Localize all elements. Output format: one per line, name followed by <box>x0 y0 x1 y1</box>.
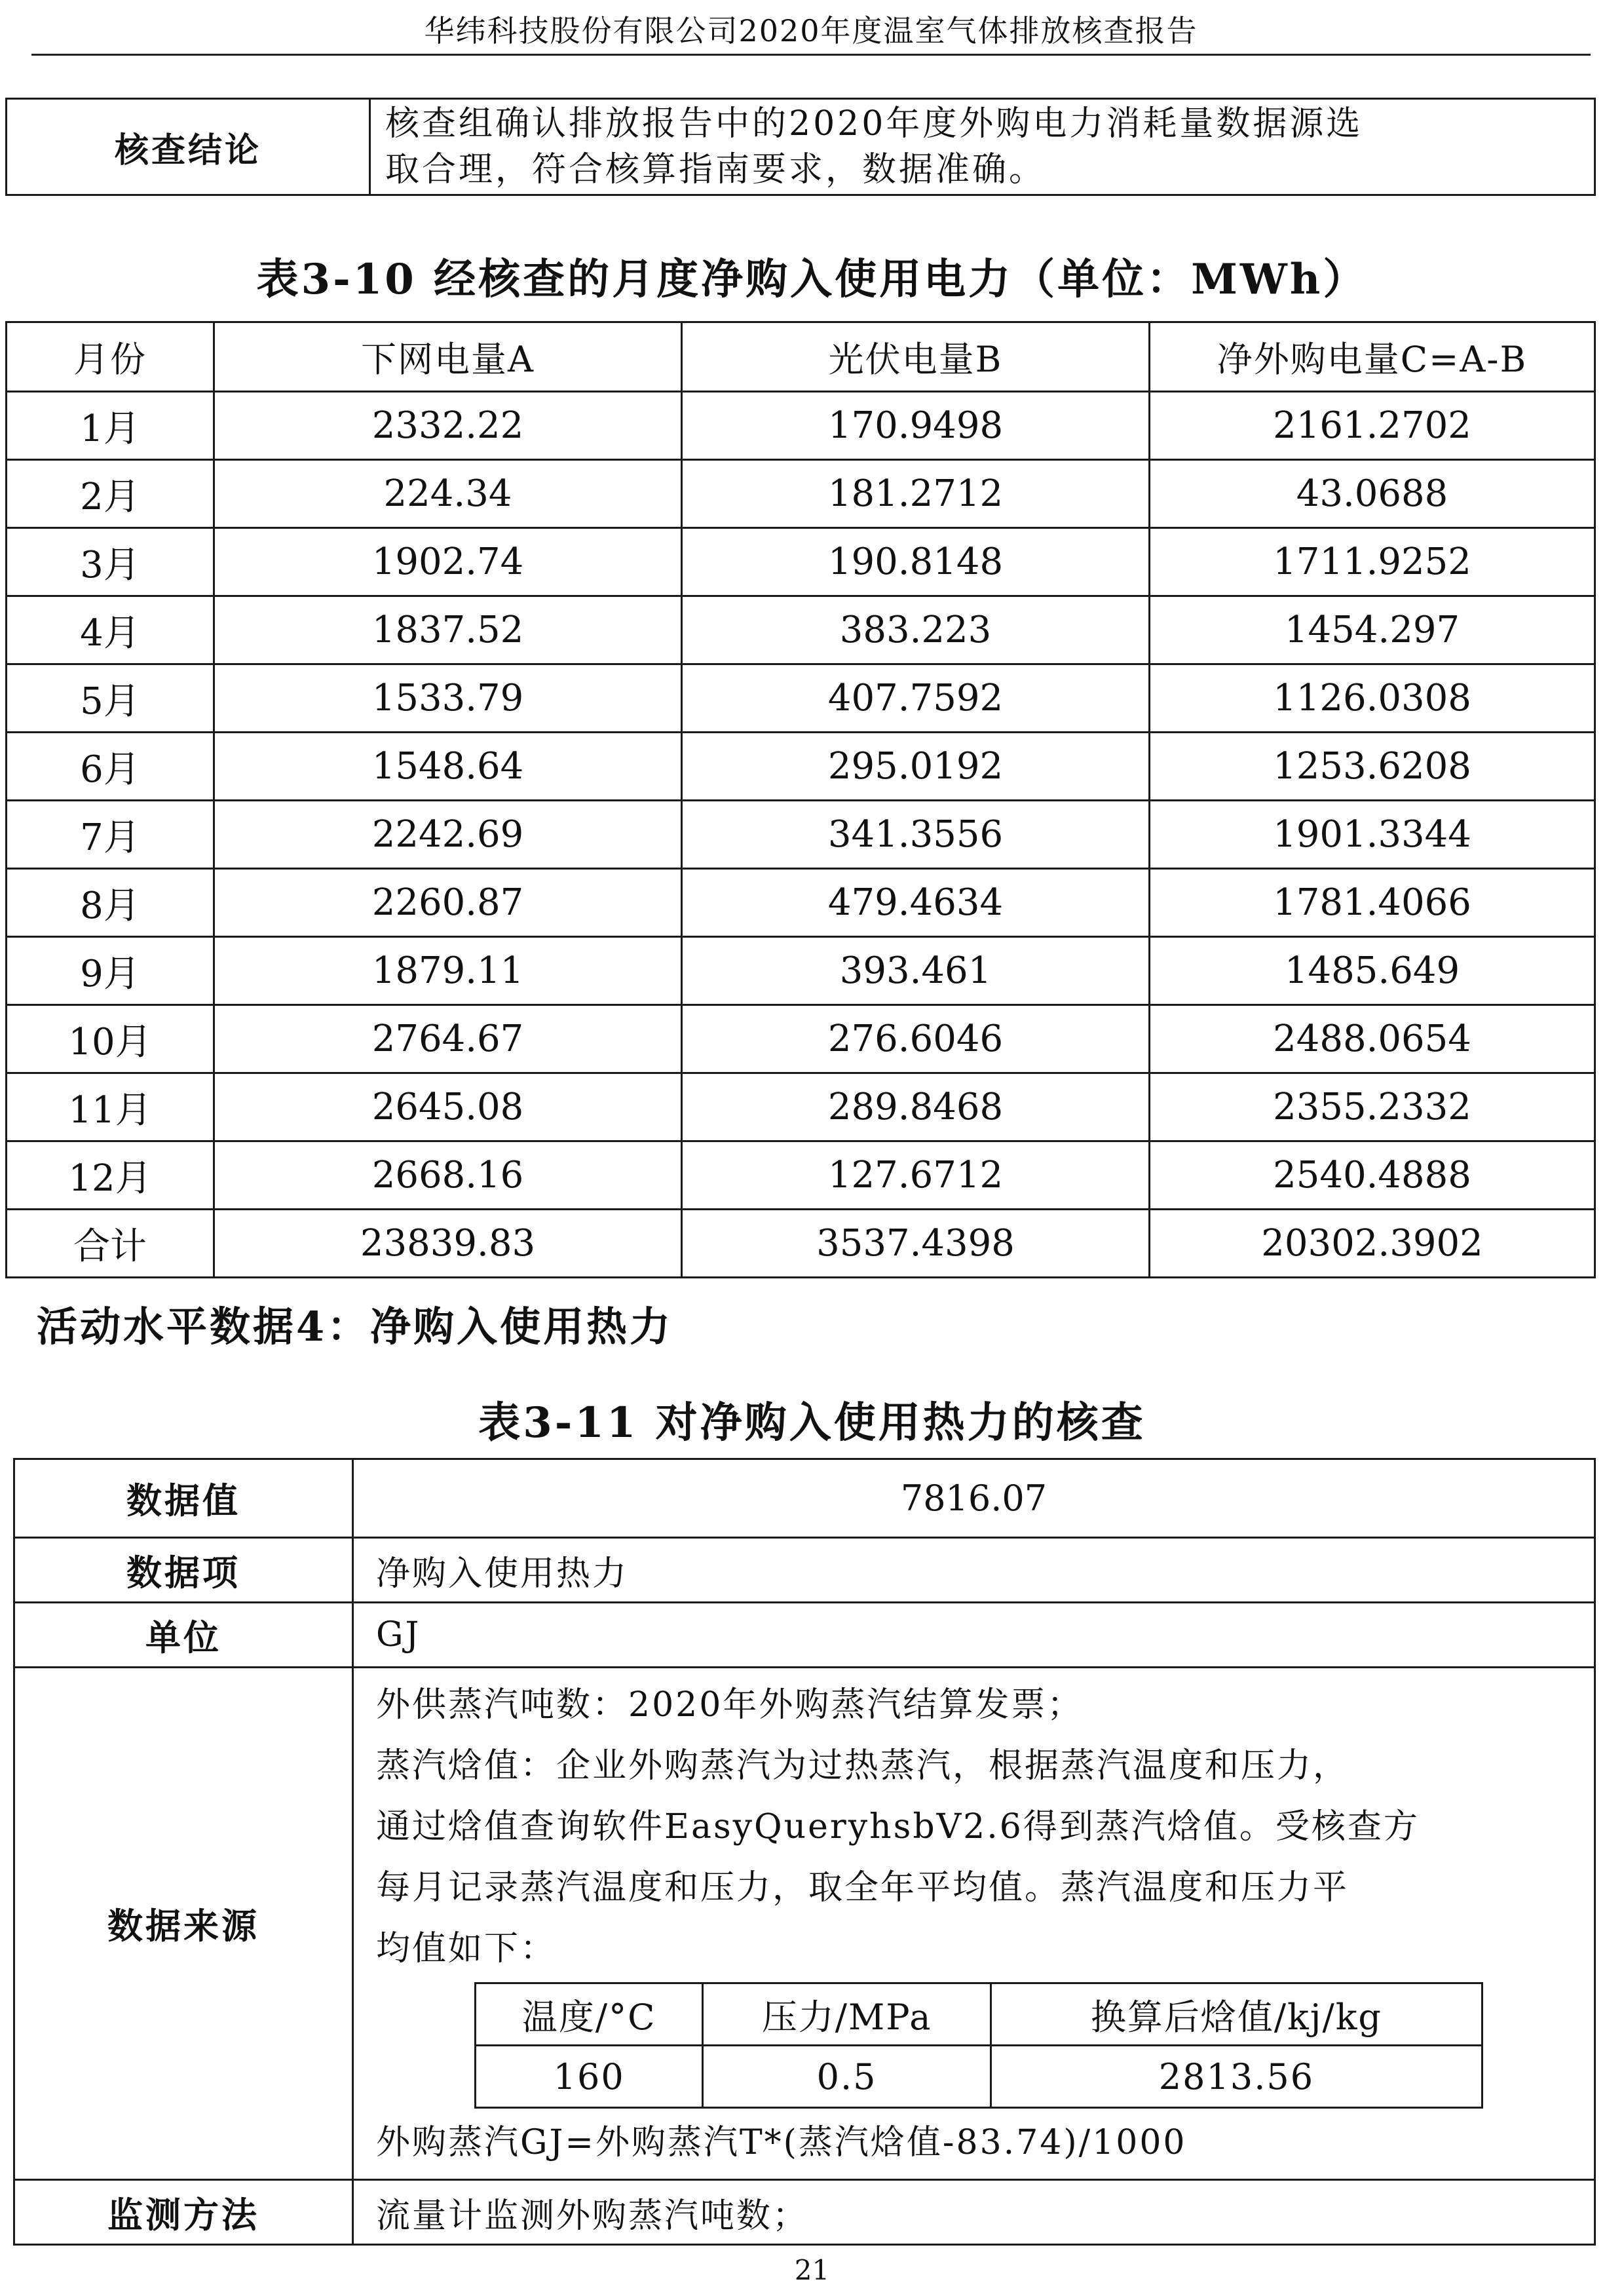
table-cell: 10月 <box>7 1005 214 1073</box>
conclusion-label: 核查结论 <box>7 99 370 195</box>
steam-header-enthalpy: 换算后焓值/kj/kg <box>991 1983 1482 2046</box>
table-cell: 383.223 <box>682 596 1150 664</box>
table-cell: 1454.297 <box>1150 596 1595 664</box>
table-cell: 2月 <box>7 460 214 528</box>
column-header: 下网电量A <box>214 322 682 392</box>
table-cell: 2242.69 <box>214 801 682 869</box>
data-value: 7816.07 <box>353 1459 1595 1538</box>
table-row <box>7 664 1595 733</box>
table-cell: 407.7592 <box>682 664 1150 733</box>
table-cell: 1月 <box>7 392 214 460</box>
page-header: 华纬科技股份有限公司2020年度温室气体排放核查报告 <box>31 8 1591 56</box>
table-cell: 2764.67 <box>214 1005 682 1073</box>
table-row <box>7 733 1595 801</box>
conclusion-line: 取合理，符合核算指南要求，数据准确。 <box>385 150 1046 189</box>
table-row <box>7 528 1595 596</box>
table-cell: 1253.6208 <box>1150 733 1595 801</box>
table-cell: 1126.0308 <box>1150 664 1595 733</box>
table-cell: 11月 <box>7 1073 214 1141</box>
table-row <box>7 1005 1595 1073</box>
table-cell: 341.3556 <box>682 801 1150 869</box>
table-cell: 2332.22 <box>214 392 682 460</box>
data-item: 净购入使用热力 <box>353 1538 1595 1603</box>
table-cell: 3月 <box>7 528 214 596</box>
table-cell: 2645.08 <box>214 1073 682 1141</box>
table-cell: 1533.79 <box>214 664 682 733</box>
table-row <box>7 1210 1595 1278</box>
table-cell: 23839.83 <box>214 1210 682 1278</box>
table-row <box>7 596 1595 664</box>
table-cell: 224.34 <box>214 460 682 528</box>
source-line: 通过焓值查询软件EasyQueryhsbV2.6得到蒸汽焓值。受核查方 <box>376 1807 1420 1846</box>
source-line: 蒸汽焓值：企业外购蒸汽为过热蒸汽，根据蒸汽温度和压力， <box>376 1746 1350 1786</box>
page-number: 21 <box>794 2254 830 2286</box>
steam-header-pressure: 压力/MPa <box>703 1983 991 2046</box>
table-cell: 1548.64 <box>214 733 682 801</box>
column-header: 净外购电量C=A-B <box>1150 322 1595 392</box>
table-cell: 170.9498 <box>682 392 1150 460</box>
table-cell: 1879.11 <box>214 937 682 1005</box>
table-cell: 2355.2332 <box>1150 1073 1595 1141</box>
data-source-cell <box>353 1668 1595 2180</box>
table-cell: 393.461 <box>682 937 1150 1005</box>
table-row <box>7 937 1595 1005</box>
table-cell: 479.4634 <box>682 869 1150 937</box>
steam-pressure: 0.5 <box>703 2046 991 2108</box>
column-header: 光伏电量B <box>682 322 1150 392</box>
source-line: 均值如下： <box>376 1929 557 1968</box>
table-cell: 1902.74 <box>214 528 682 596</box>
table-cell: 2260.87 <box>214 869 682 937</box>
formula-line: 外购蒸汽GJ=外购蒸汽T*(蒸汽焓值-83.74)/1000 <box>376 2123 1187 2162</box>
table-row <box>7 1141 1595 1210</box>
table-cell: 2161.2702 <box>1150 392 1595 460</box>
table-cell: 190.8148 <box>682 528 1150 596</box>
source-line: 外供蒸汽吨数：2020年外购蒸汽结算发票； <box>376 1685 1084 1725</box>
table-cell: 4月 <box>7 596 214 664</box>
table-cell: 7月 <box>7 801 214 869</box>
table-cell: 181.2712 <box>682 460 1150 528</box>
table-cell: 3537.4398 <box>682 1210 1150 1278</box>
data-value-label: 数据值 <box>14 1459 353 1538</box>
table-cell: 20302.3902 <box>1150 1210 1595 1278</box>
table-caption: 表3-10 经核查的月度净购入使用电力（单位：MWh） <box>256 255 1368 304</box>
table-cell: 9月 <box>7 937 214 1005</box>
conclusion-text <box>370 99 1595 195</box>
column-header: 月份 <box>7 322 214 392</box>
conclusion-line: 核查组确认排放报告中的2020年度外购电力消耗量数据源选 <box>385 104 1363 144</box>
steam-enthalpy: 2813.56 <box>991 2046 1482 2108</box>
table-cell: 295.0192 <box>682 733 1150 801</box>
table-cell: 1901.3344 <box>1150 801 1595 869</box>
table-cell: 127.6712 <box>682 1141 1150 1210</box>
table-row <box>7 801 1595 869</box>
table-cell: 1485.649 <box>1150 937 1595 1005</box>
method-label: 监测方法 <box>14 2180 353 2245</box>
data-source-label: 数据来源 <box>14 1668 353 2180</box>
unit-value: GJ <box>353 1603 1595 1668</box>
table-row <box>7 392 1595 460</box>
heat-verification-table <box>13 1458 1596 2246</box>
table-cell: 2540.4888 <box>1150 1141 1595 1210</box>
table-cell: 2668.16 <box>214 1141 682 1210</box>
table-cell: 8月 <box>7 869 214 937</box>
source-line: 每月记录蒸汽温度和压力，取全年平均值。蒸汽温度和压力平 <box>376 1868 1350 1907</box>
table-cell: 2488.0654 <box>1150 1005 1595 1073</box>
steam-header-temperature: 温度/°C <box>476 1983 703 2046</box>
table-row <box>7 1073 1595 1141</box>
steam-parameters-table <box>474 1982 1483 2109</box>
section-title: 活动水平数据4：净购入使用热力 <box>37 1303 673 1350</box>
table-cell: 1711.9252 <box>1150 528 1595 596</box>
table-row <box>7 869 1595 937</box>
table-cell: 6月 <box>7 733 214 801</box>
monthly-electricity-table <box>5 321 1596 1278</box>
steam-temperature: 160 <box>476 2046 703 2108</box>
table-cell: 276.6046 <box>682 1005 1150 1073</box>
table-caption: 表3-11 对净购入使用热力的核查 <box>478 1398 1146 1447</box>
table-row <box>7 460 1595 528</box>
conclusion-table <box>5 98 1596 196</box>
data-item-label: 数据项 <box>14 1538 353 1603</box>
table-cell: 43.0688 <box>1150 460 1595 528</box>
table-cell: 289.8468 <box>682 1073 1150 1141</box>
table-cell: 1781.4066 <box>1150 869 1595 937</box>
table-cell: 5月 <box>7 664 214 733</box>
table-cell: 1837.52 <box>214 596 682 664</box>
table-cell: 12月 <box>7 1141 214 1210</box>
table-cell: 合计 <box>7 1210 214 1278</box>
unit-label: 单位 <box>14 1603 353 1668</box>
method-value: 流量计监测外购蒸汽吨数； <box>353 2180 1595 2245</box>
